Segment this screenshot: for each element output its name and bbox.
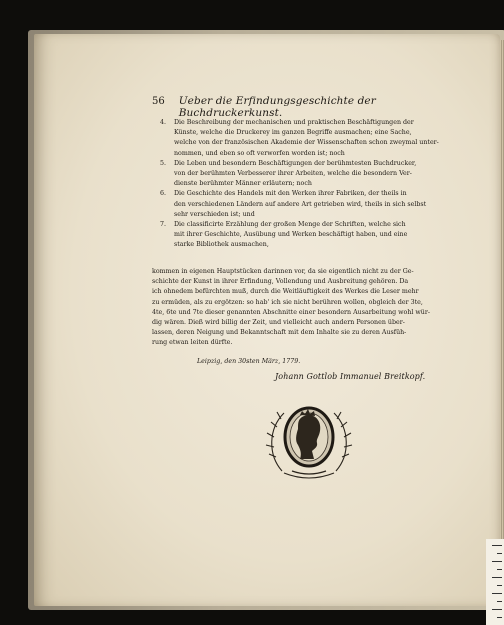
page-number: 56 xyxy=(152,96,165,107)
text-line: starke Bibliothek ausmachen, xyxy=(174,241,269,249)
numbered-list xyxy=(160,118,450,251)
date-line: Leipzig, den 30sten März, 1779. xyxy=(197,358,301,365)
text-line: 4te, 6te und 7te dieser genannten Abschnitte einer besondern Ausarbeitung wohl wür- xyxy=(152,308,430,316)
running-head: Ueber die Erfindungsgeschichte der Buchdruckerkunst. xyxy=(178,95,376,119)
text-line: Die Geschichte des Handels mit den Werken ihrer Fabriken, der theils in xyxy=(174,190,407,198)
portrait-medallion-vignette xyxy=(262,393,356,481)
text-line: zu ermüden, als zu ergötzen: so hab' ich sie nicht berühren wollen, obgleich der 3te, xyxy=(152,298,423,306)
item-number: 4. xyxy=(160,119,167,126)
list-item xyxy=(160,159,450,190)
author-signature: Johann Gottlob Immanuel Breitkopf. xyxy=(275,372,426,381)
text-line: Künste, welche die Druckerey im ganzen Begriffe ausmachen; eine Sache, xyxy=(174,129,412,137)
text-line: nommen, und eben so oft verworfen worden ist; noch xyxy=(174,149,345,157)
scale-ruler xyxy=(486,539,504,625)
text-line: schichte der Kunst in ihrer Erfindung, Vollendung und Ausbreitung gehören. Da xyxy=(152,278,409,286)
page-header xyxy=(152,95,442,119)
body-paragraph xyxy=(152,267,452,349)
text-line: den verschiedenen Ländern auf andere Art getrieben wird, theils in sich selbst xyxy=(174,200,427,208)
list-item xyxy=(160,189,450,220)
text-line: dig wären. Dieß wird billig der Zeit, und vielleicht auch andern Personen über- xyxy=(152,319,405,327)
text-line: lassen, deren Neigung und Bekanntschaft mit dem Inhalte sie zu deren Ausfüh- xyxy=(152,329,407,337)
list-item xyxy=(160,118,450,159)
text-line: Die classificirte Erzählung der großen Menge der Schriften, welche sich xyxy=(174,221,406,229)
text-line: mit ihrer Geschichte, Ausübung und Werken beschäftigt haben, und eine xyxy=(174,231,408,239)
item-number: 6. xyxy=(160,190,167,198)
text-line: Die Beschreibung der mechanischen und praktischen Beschäftigungen der xyxy=(174,119,414,126)
text-line: ich ohnedem befürchten muß, durch die Weitläuftigkeit des Werkes die Leser mehr xyxy=(152,288,419,296)
text-line: Die Leben und besondern Beschäftigungen der berühmtesten Buchdrucker, xyxy=(174,159,417,167)
item-number: 5. xyxy=(160,159,167,167)
text-line: dienste berühmter Männer erläutern; noch xyxy=(174,180,312,188)
text-line: kommen in eigenen Hauptstücken darinnen vor, da sie eigentlich nicht zu der Ge- xyxy=(152,268,414,275)
text-line: von der berühmten Verbesserer ihrer Arbeiten, welche die besondern Ver- xyxy=(174,170,412,178)
item-number: 7. xyxy=(160,221,167,229)
text-line: sehr verschieden ist; und xyxy=(174,210,255,218)
list-item xyxy=(160,220,450,251)
text-line: rung etwan leiten dürfte. xyxy=(152,339,233,347)
text-line: welche von der französischen Akademie der Wissenschaften schon zweymal unter- xyxy=(174,139,439,147)
